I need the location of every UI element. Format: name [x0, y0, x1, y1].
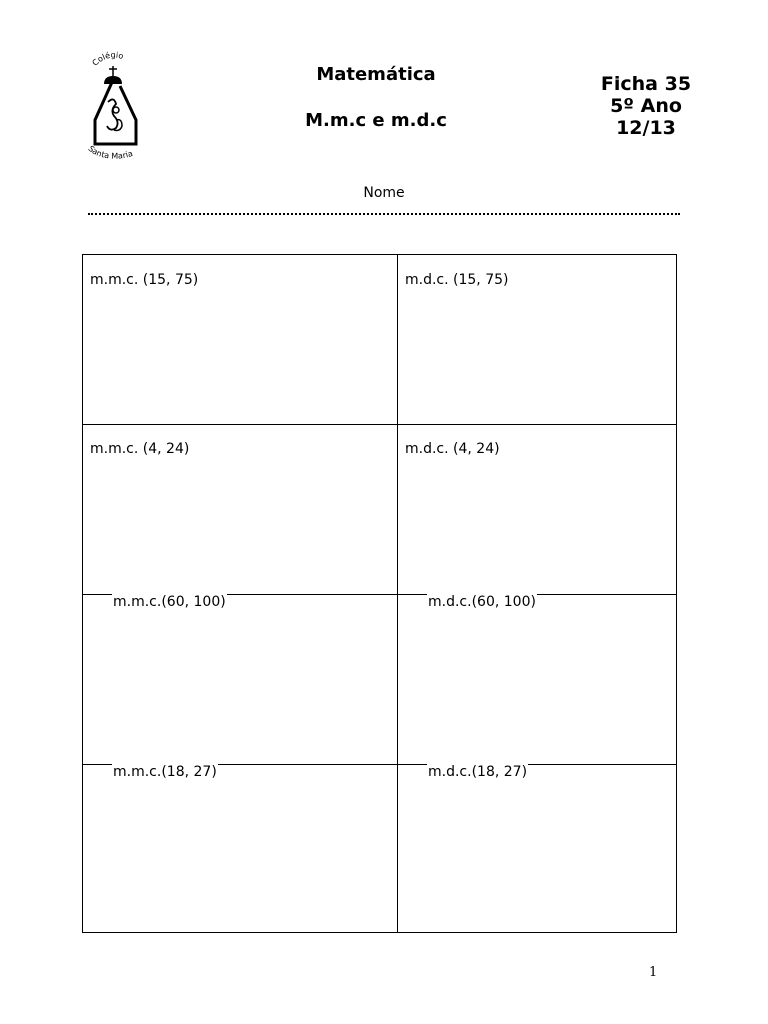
- church-logo-icon: [82, 50, 146, 166]
- exercise-grid: [82, 254, 677, 933]
- svg-text:Santa Maria: [86, 144, 134, 161]
- page-number: 1: [649, 965, 658, 980]
- exercise-left-1: m.m.c. (15, 75): [90, 272, 199, 288]
- topic-title: M.m.c e m.d.c: [305, 110, 447, 131]
- exercise-left-2: m.m.c. (4, 24): [90, 441, 190, 457]
- ficha-number: Ficha 35: [600, 73, 692, 95]
- worksheet-info: [584, 73, 708, 139]
- exercise-right-4: m.d.c.(18, 27): [428, 764, 528, 780]
- row-divider: [83, 424, 676, 425]
- name-field[interactable]: [88, 213, 680, 215]
- exercise-right-3: m.d.c.(60, 100): [428, 594, 536, 610]
- exercise-left-3: m.m.c.(60, 100): [113, 594, 226, 610]
- logo-bottom-text: Santa Maria: [86, 144, 134, 161]
- grade-level: 5º Ano: [610, 95, 682, 117]
- school-year: 12/13: [616, 117, 676, 139]
- svg-text:Colégio: [91, 50, 125, 68]
- exercise-left-4: m.m.c.(18, 27): [113, 764, 217, 780]
- school-logo: [82, 50, 146, 166]
- exercise-right-2: m.d.c. (4, 24): [405, 441, 500, 457]
- logo-top-text: Colégio: [90, 50, 125, 68]
- exercise-right-1: m.d.c. (15, 75): [405, 272, 509, 288]
- name-label: Nome: [363, 185, 405, 201]
- subject-title: Matemática: [316, 64, 436, 85]
